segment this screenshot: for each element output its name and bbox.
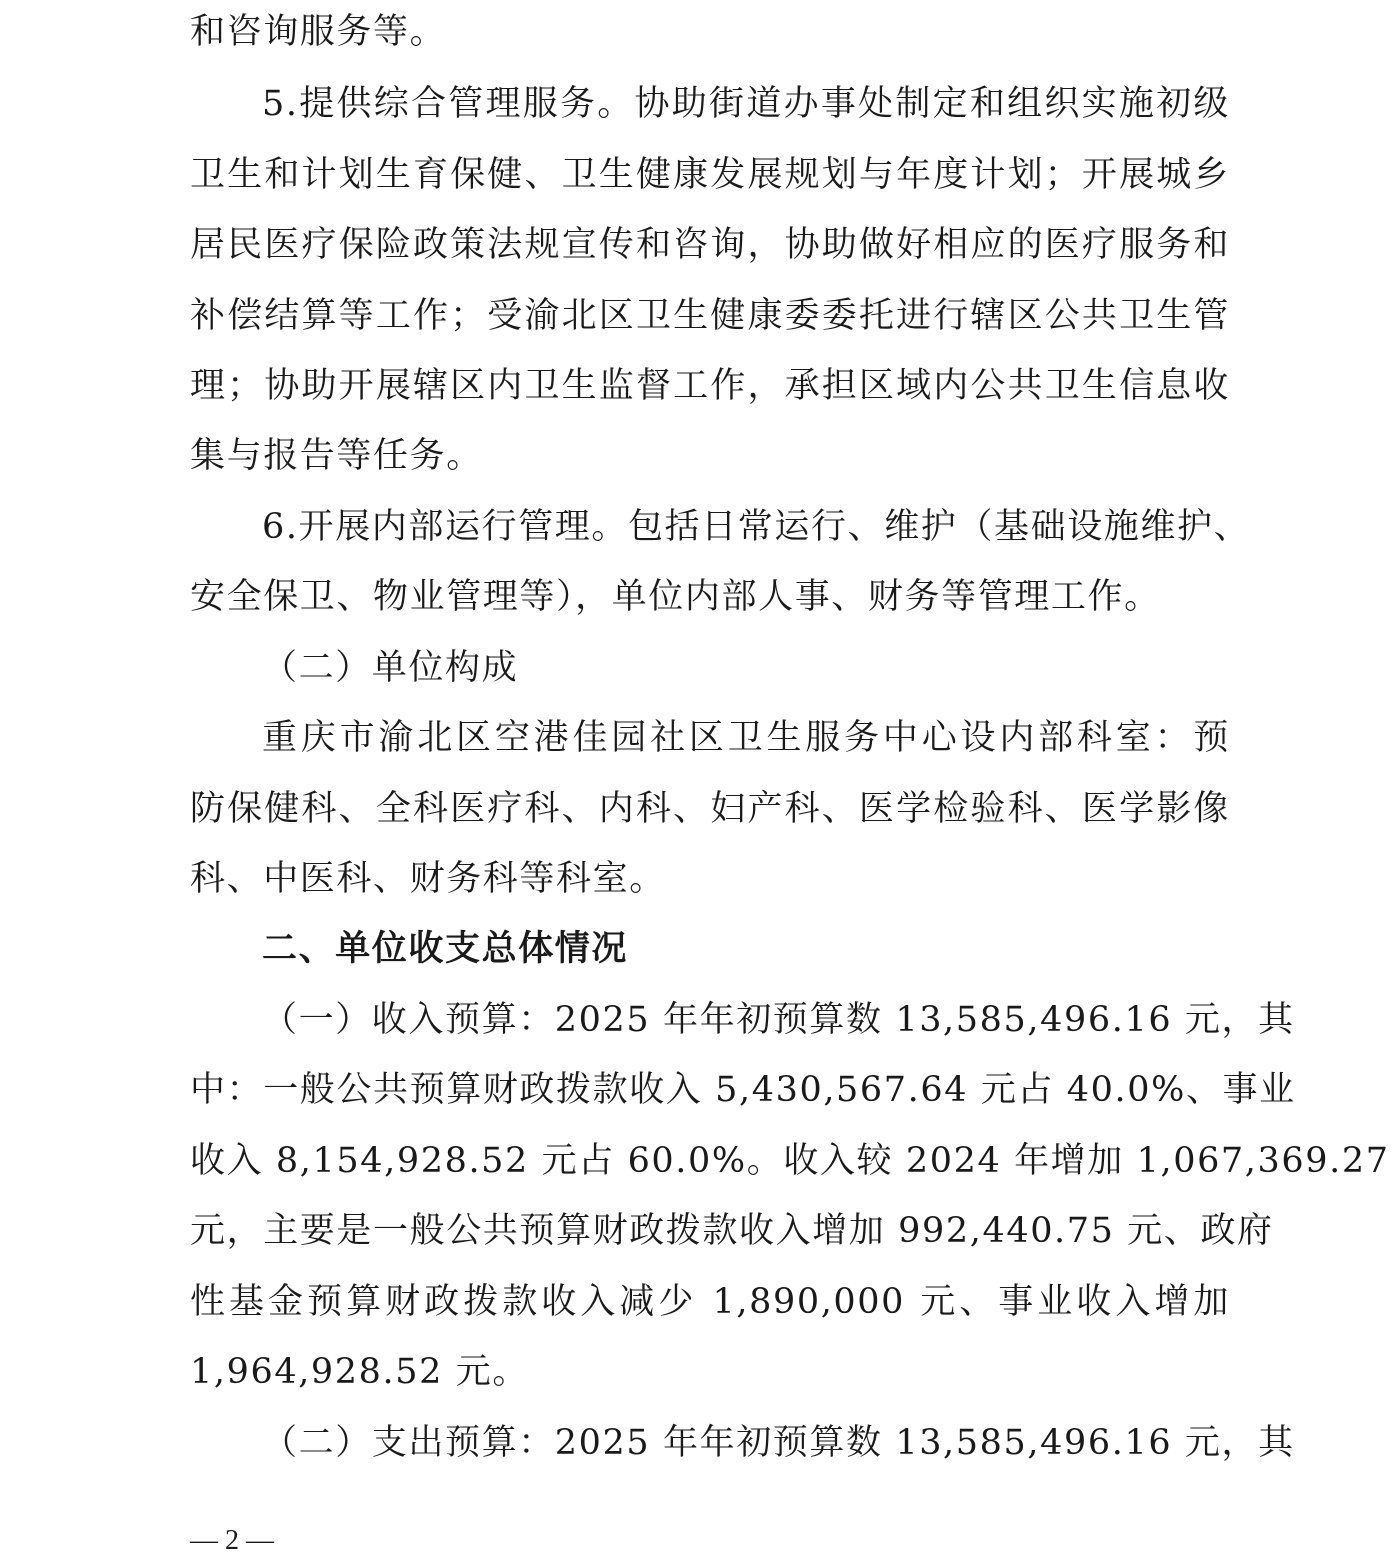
paragraph-line: 重庆市渝北区空港佳园社区卫生服务中心设内部科室：预 [262,718,1230,758]
paragraph-line: 性基金预算财政拨款收入减少 1,890,000 元、事业收入增加 [190,1282,1230,1322]
paragraph-line: 5.提供综合管理服务。协助街道办事处制定和组织实施初级 [262,84,1230,124]
paragraph-line: 和咨询服务等。 [190,12,447,52]
paragraph-line: （二）支出预算：2025 年年初预算数 13,585,496.16 元，其 [262,1423,1295,1463]
section-subheading: （二）单位构成 [262,648,519,688]
paragraph-line: 居民医疗保险政策法规宣传和咨询，协助做好相应的医疗服务和 [190,225,1230,265]
paragraph-line: 元，主要是一般公共预算财政拨款收入增加 992,440.75 元、政府 [190,1211,1274,1251]
paragraph-line: 科、中医科、财务科等科室。 [190,859,666,899]
paragraph-line: 安全保卫、物业管理等），单位内部人事、财务等管理工作。 [190,577,1161,617]
paragraph-line: （一）收入预算：2025 年年初预算数 13,585,496.16 元，其 [262,1000,1295,1040]
paragraph-line: 6.开展内部运行管理。包括日常运行、维护（基础设施维护、 [262,507,1251,547]
section-heading: 二、单位收支总体情况 [262,928,629,969]
page-number: — 2 — [190,1525,274,1556]
paragraph-line: 中：一般公共预算财政拨款收入 5,430,567.64 元占 40.0%、事业 [190,1070,1296,1110]
paragraph-line: 防保健科、全科医疗科、内科、妇产科、医学检验科、医学影像 [190,789,1230,829]
paragraph-line: 补偿结算等工作；受渝北区卫生健康委委托进行辖区公共卫生管 [190,296,1230,336]
paragraph-line: 集与报告等任务。 [190,436,483,476]
paragraph-line: 卫生和计划生育保健、卫生健康发展规划与年度计划；开展城乡 [190,155,1230,195]
paragraph-line: 理；协助开展辖区内卫生监督工作，承担区域内公共卫生信息收 [190,366,1230,406]
paragraph-line: 收入 8,154,928.52 元占 60.0%。收入较 2024 年增加 1,067,369.27 [190,1141,1390,1181]
paragraph-line: 1,964,928.52 元。 [190,1352,529,1392]
